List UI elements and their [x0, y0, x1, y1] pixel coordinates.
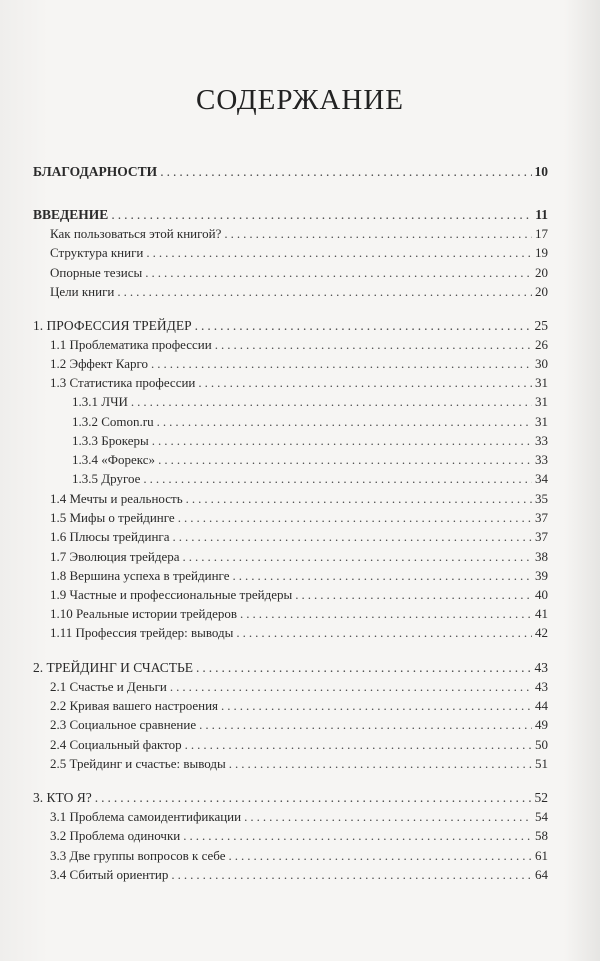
toc-entry-page-number: 43: [534, 660, 548, 675]
toc-entry-page-number: 26: [535, 337, 548, 352]
page-title: СОДЕРЖАНИЕ: [196, 84, 404, 116]
toc-entry-page-number: 58: [535, 828, 548, 843]
toc-leader-dots: [183, 827, 532, 845]
toc-entry-label: Как пользоваться этой книгой?: [50, 226, 222, 241]
toc-entry-page-number: 25: [534, 318, 548, 333]
toc-leader-dots: [244, 808, 532, 826]
toc-entry-page-number: 39: [535, 568, 548, 583]
toc-leader-dots: [232, 567, 532, 585]
toc-entry: [50, 847, 548, 865]
toc-entry-label: 2.3 Социальное сравнение: [50, 717, 197, 732]
toc-entry-page-number: 10: [534, 164, 548, 179]
toc-entry: [50, 827, 548, 845]
toc-entry-label: 2.2 Кривая вашего настроения: [50, 698, 219, 713]
toc-entry: [50, 490, 548, 508]
toc-leader-dots: [185, 736, 532, 754]
toc-leader-dots: [171, 866, 532, 884]
toc-leader-dots: [199, 716, 532, 734]
toc-entry: [50, 374, 548, 392]
toc-entry-page-number: 64: [535, 867, 548, 882]
toc-leader-dots: [152, 432, 532, 450]
toc-entry-label: 2.4 Социальный фактор: [50, 737, 182, 752]
toc-entry-label: 1.3.3 Брокеры: [72, 433, 149, 448]
toc-entry-page-number: 31: [535, 375, 548, 390]
toc-leader-dots: [196, 659, 531, 677]
toc-entry-page-number: 38: [535, 549, 548, 564]
toc-entry: [50, 355, 548, 373]
toc-leader-dots: [158, 451, 532, 469]
toc-entry: [50, 808, 548, 826]
toc-entry-page-number: 61: [535, 848, 548, 863]
toc-entry-label: 1.3.5 Другое: [72, 471, 141, 486]
toc-entry: [50, 586, 548, 604]
toc-entry-page-number: 31: [535, 414, 548, 429]
toc-leader-dots: [146, 244, 532, 262]
toc-entry: [50, 509, 548, 527]
toc-entry-label: Опорные тезисы: [50, 265, 143, 280]
toc-entry-label: 3.1 Проблема самоидентификации: [50, 809, 242, 824]
toc-leader-dots: [295, 586, 532, 604]
toc-leader-dots: [151, 355, 532, 373]
toc-entry-page-number: 20: [535, 265, 548, 280]
toc-entry-label: 1.1 Проблематика профессии: [50, 337, 212, 352]
toc-entry: [50, 528, 548, 546]
toc-entry-page-number: 37: [535, 529, 548, 544]
toc-entry-page-number: 33: [535, 452, 548, 467]
toc-entry-label: 1.7 Эволюция трейдера: [50, 549, 180, 564]
toc-entry-page-number: 49: [535, 717, 548, 732]
toc-entry-label: 1.4 Мечты и реальность: [50, 491, 183, 506]
toc-entry-label: 1.11 Профессия трейдер: выводы: [50, 625, 234, 640]
toc-leader-dots: [131, 393, 532, 411]
toc-entry-label: 1.3.4 «Форекс»: [72, 452, 156, 467]
toc-leader-dots: [173, 528, 532, 546]
toc-entry: [50, 866, 548, 884]
toc-entry-page-number: 54: [535, 809, 548, 824]
toc-entry: [50, 605, 548, 623]
toc-entry: [33, 317, 548, 335]
toc-entry-label: ВВЕДЕНИЕ: [33, 207, 109, 222]
toc-entry-label: Цели книги: [50, 284, 115, 299]
toc-leader-dots: [229, 755, 532, 773]
toc-entry: [50, 225, 548, 243]
toc-entry-page-number: 17: [535, 226, 548, 241]
toc-entry-label: БЛАГОДАРНОСТИ: [33, 164, 158, 179]
toc-entry: [50, 264, 548, 282]
toc-entry: [72, 413, 548, 431]
toc-entry-label: Структура книги: [50, 245, 144, 260]
toc-entry-page-number: 30: [535, 356, 548, 371]
toc-entry-label: 2. ТРЕЙДИНГ И СЧАСТЬЕ: [33, 660, 194, 675]
toc-entry-page-number: 41: [535, 606, 548, 621]
toc-leader-dots: [143, 470, 532, 488]
toc-entry: [50, 624, 548, 642]
toc-entry-page-number: 20: [535, 284, 548, 299]
toc-leader-dots: [195, 317, 532, 335]
toc-leader-dots: [145, 264, 532, 282]
toc-entry: [50, 244, 548, 262]
toc-entry: [33, 789, 548, 807]
toc-entry: [33, 163, 548, 181]
toc-leader-dots: [170, 678, 532, 696]
toc-entry-label: 1.3.2 Comon.ru: [72, 414, 154, 429]
toc-entry-page-number: 34: [535, 471, 548, 486]
toc-entry: [50, 736, 548, 754]
toc-entry-page-number: 51: [535, 756, 548, 771]
toc-entry: [50, 716, 548, 734]
toc-entry-label: 3. КТО Я?: [33, 790, 92, 805]
toc-entry: [72, 393, 548, 411]
toc-leader-dots: [111, 206, 532, 224]
toc-entry-label: 1.8 Вершина успеха в трейдинге: [50, 568, 230, 583]
toc-leader-dots: [221, 697, 532, 715]
toc-entry-label: 1.3.1 ЛЧИ: [72, 394, 128, 409]
toc-leader-dots: [198, 374, 532, 392]
toc-entry-label: 1.10 Реальные истории трейдеров: [50, 606, 237, 621]
toc-entry-label: 1.6 Плюсы трейдинга: [50, 529, 170, 544]
toc-entry-page-number: 42: [535, 625, 548, 640]
toc-entry-label: 3.2 Проблема одиночки: [50, 828, 181, 843]
toc-leader-dots: [117, 283, 532, 301]
toc-leader-dots: [95, 789, 532, 807]
toc-entry-label: 3.4 Сбитый ориентир: [50, 867, 169, 882]
toc-entry-label: 1.5 Мифы о трейдинге: [50, 510, 175, 525]
toc-entry-label: 1.2 Эффект Карго: [50, 356, 148, 371]
toc-leader-dots: [160, 163, 531, 181]
toc-entry-page-number: 44: [535, 698, 548, 713]
toc-entry: [50, 548, 548, 566]
toc-entry-page-number: 52: [534, 790, 548, 805]
toc-entry: [50, 678, 548, 696]
toc-entry: [50, 567, 548, 585]
toc-entry-page-number: 35: [535, 491, 548, 506]
toc-entry: [72, 470, 548, 488]
toc-entry: [50, 283, 548, 301]
toc-leader-dots: [228, 847, 532, 865]
toc-leader-dots: [215, 336, 532, 354]
toc-entry-label: 2.1 Счастье и Деньги: [50, 679, 167, 694]
toc-entry: [72, 451, 548, 469]
toc-entry-page-number: 50: [535, 737, 548, 752]
toc-entry: [50, 336, 548, 354]
toc-entry-label: 1. ПРОФЕССИЯ ТРЕЙДЕР: [33, 318, 192, 333]
toc-entry-label: 3.3 Две группы вопросов к себе: [50, 848, 226, 863]
toc-entry-page-number: 31: [535, 394, 548, 409]
toc-entry-page-number: 19: [535, 245, 548, 260]
toc-entry: [33, 659, 548, 677]
toc-leader-dots: [186, 490, 532, 508]
toc-leader-dots: [178, 509, 532, 527]
toc-entry: [72, 432, 548, 450]
toc-entry-label: 2.5 Трейдинг и счастье: выводы: [50, 756, 226, 771]
toc-leader-dots: [224, 225, 532, 243]
toc-entry-label: 1.3 Статистика профессии: [50, 375, 196, 390]
toc-entry-page-number: 11: [535, 207, 548, 222]
toc-entry-page-number: 40: [535, 587, 548, 602]
toc-entry: [33, 206, 548, 224]
toc-entry-page-number: 43: [535, 679, 548, 694]
toc-leader-dots: [183, 548, 532, 566]
toc-leader-dots: [157, 413, 532, 431]
toc-entry-page-number: 33: [535, 433, 548, 448]
toc-entry: [50, 755, 548, 773]
toc-entry-label: 1.9 Частные и профессиональные трейдеры: [50, 587, 293, 602]
toc-leader-dots: [236, 624, 532, 642]
toc-entry: [50, 697, 548, 715]
toc-entry-page-number: 37: [535, 510, 548, 525]
toc-leader-dots: [240, 605, 532, 623]
